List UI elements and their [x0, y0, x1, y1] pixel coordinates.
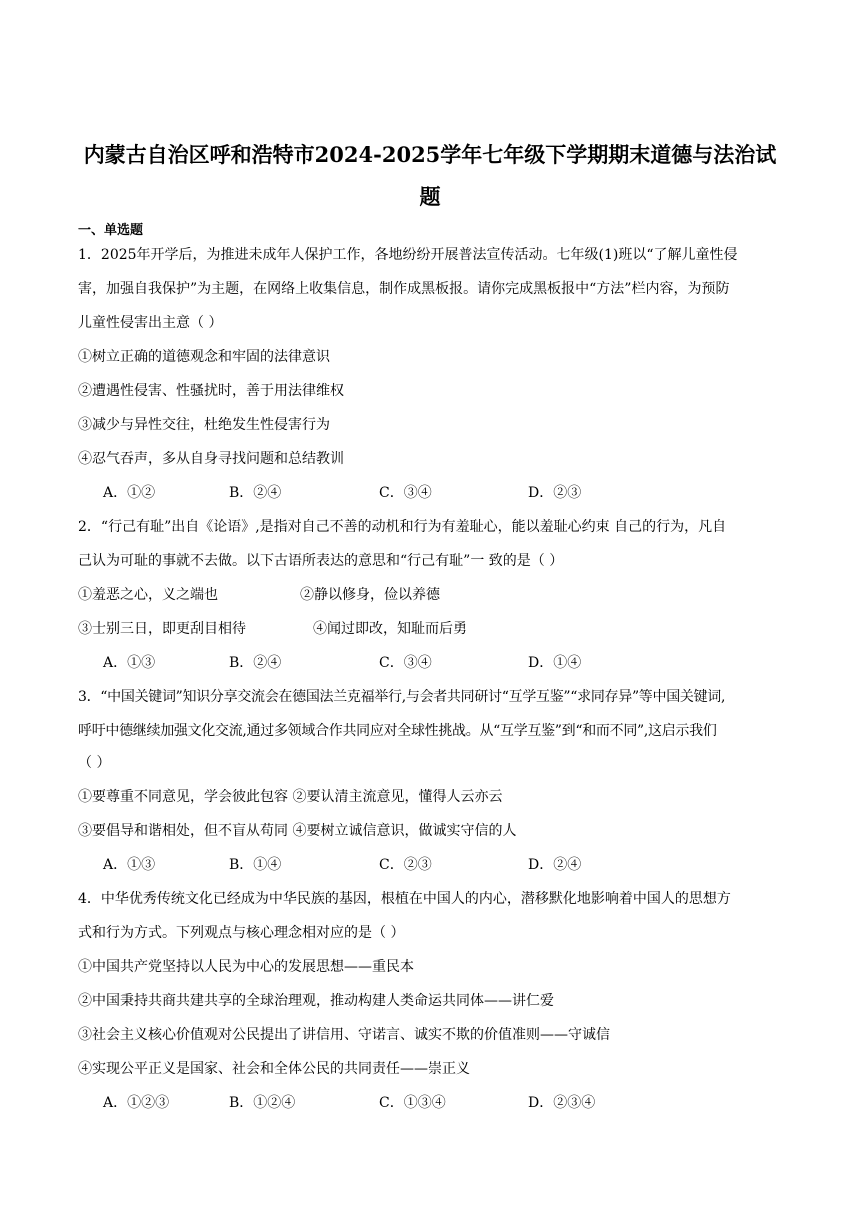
q4-statement-4: ④实现公平正义是国家、社会和全体公民的共同责任——崇正义: [78, 1061, 470, 1077]
q3-stem-line3: （ ）: [78, 755, 111, 771]
q2-stem-line2: 己认为可耻的事就不去做。以下古语所表达的意思和“行己有耻”一 致的是（ ）: [78, 553, 564, 569]
q3-option-c: C．②③: [379, 857, 432, 873]
page-title-line2: 题: [419, 184, 441, 209]
q2-stem-line1: 2．“行己有耻”出自《论语》,是指对自己不善的动机和行为有羞耻心，能以羞耻心约束 自己的行为，凡自: [78, 519, 727, 535]
page-title-line1: 内蒙古自治区呼和浩特市2024-2025学年七年级下学期期末道德与法治试: [83, 142, 777, 167]
q4-statement-2: ②中国秉持共商共建共享的全球治理观，推动构建人类命运共同体——讲仁爱: [78, 993, 554, 1009]
q3-option-b: B．①④: [229, 857, 282, 873]
q3-option-a: A．①③: [103, 857, 156, 873]
q2-statement-4: ④闻过即改，知耻而后勇: [313, 621, 467, 637]
q1-stem-line3: 儿童性侵害出主意（ ）: [78, 315, 223, 331]
q1-statement-3: ③减少与异性交往，杜绝发生性侵害行为: [78, 417, 330, 433]
q1-statement-1: ①树立正确的道德观念和牢固的法律意识: [78, 349, 330, 365]
q1-stem-line2: 害，加强自我保护”为主题，在网络上收集信息，制作成黑板报。请你完成黑板报中“方法”栏内容，为预防: [78, 281, 730, 297]
q2-statement-3: ③士别三日，即更刮目相待: [78, 621, 246, 637]
q1-option-c: C．③④: [379, 485, 432, 501]
q2-option-b: B．②④: [229, 655, 282, 671]
q4-option-a: A．①②③: [103, 1095, 170, 1111]
q4-option-c: C．①③④: [379, 1095, 446, 1111]
q3-stem-line1: 3．“中国关键词”知识分享交流会在德国法兰克福举行,与会者共同研讨“互学互鉴”“求同存异”等中国关键词,: [78, 689, 726, 705]
q2-option-c: C．③④: [379, 655, 432, 671]
q1-option-d: D．②③: [528, 485, 582, 501]
q2-option-d: D．①④: [528, 655, 582, 671]
q3-statements-row1: ①要尊重不同意见，学会彼此包容 ②要认清主流意见，懂得人云亦云: [78, 789, 503, 805]
q4-option-b: B．①②④: [229, 1095, 296, 1111]
q3-statements-row2: ③要倡导和谐相处，但不盲从苟同 ④要树立诚信意识，做诚实守信的人: [78, 823, 517, 839]
q4-statement-1: ①中国共产党坚持以人民为中心的发展思想——重民本: [78, 959, 414, 975]
q3-option-d: D．②④: [528, 857, 582, 873]
q4-stem-line1: 4．中华优秀传统文化已经成为中华民族的基因，根植在中国人的内心，潜移默化地影响着中国人的思想方: [78, 891, 731, 907]
q1-statement-4: ④忍气吞声，多从自身寻找问题和总结教训: [78, 451, 344, 467]
q1-option-b: B．②④: [229, 485, 282, 501]
q2-statement-1: ①羞恶之心，义之端也: [78, 587, 218, 603]
section-heading: 一、单选题: [78, 223, 144, 238]
q4-stem-line2: 式和行为方式。下列观点与核心理念相对应的是（ ）: [78, 925, 405, 941]
q1-statement-2: ②遭遇性侵害、性骚扰时，善于用法律维权: [78, 383, 344, 399]
q1-option-a: A．①②: [103, 485, 156, 501]
q4-statement-3: ③社会主义核心价值观对公民提出了讲信用、守诺言、诚实不欺的价值准则——守诚信: [78, 1027, 610, 1043]
q2-statement-2: ②静以修身，俭以养德: [300, 587, 440, 603]
q1-stem-line1: 1．2025年开学后，为推进未成年人保护工作，各地纷纷开展普法宣传活动。七年级(1)班以“了解儿童性侵: [78, 247, 738, 263]
q2-option-a: A．①③: [103, 655, 156, 671]
q3-stem-line2: 呼吁中德继续加强文化交流,通过多领域合作共同应对全球性挑战。从“互学互鉴”到“和而不同”,这启示我们: [78, 723, 717, 739]
q4-option-d: D．②③④: [528, 1095, 596, 1111]
